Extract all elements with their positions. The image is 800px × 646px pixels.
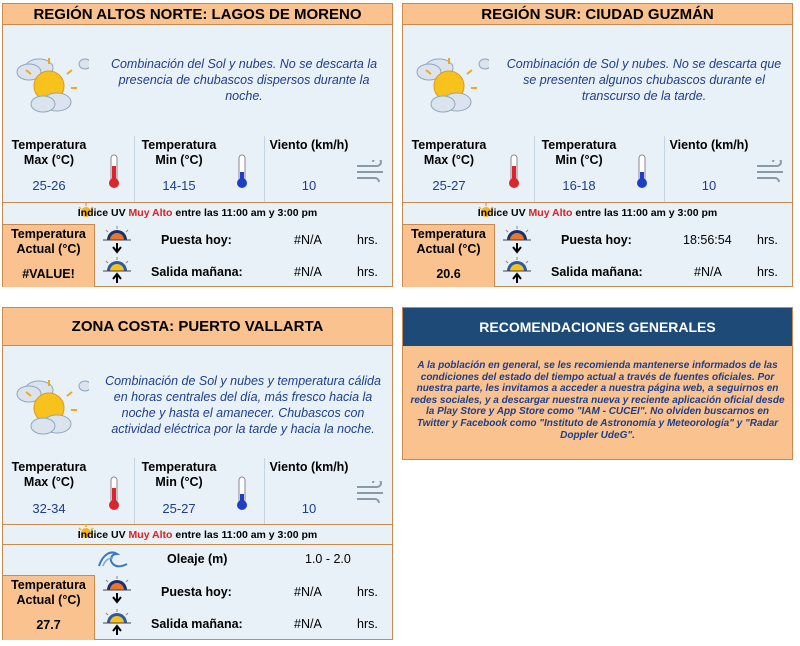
temp-max-value: 25-26 (32, 178, 66, 193)
partly-cloudy-icon (409, 50, 489, 116)
divider (403, 202, 792, 203)
sunrise-unit: hrs. (357, 265, 378, 279)
sunset-label: Puesta hoy: (161, 233, 232, 247)
actual-temp-box (403, 224, 495, 287)
wind-label: Viento (km/h) (269, 460, 349, 474)
recommendations-title: RECOMENDACIONES GENERALES (403, 308, 792, 346)
wave-icon (97, 546, 129, 570)
temp-min-label: Temperatura Min (°C) (141, 460, 217, 489)
uv-level: Muy Alto (528, 207, 573, 219)
wind-label: Viento (km/h) (669, 138, 749, 152)
wind-value: 10 (701, 178, 717, 193)
sunrise-unit: hrs. (357, 617, 378, 631)
temp-min-label: Temperatura Min (°C) (541, 138, 617, 167)
recommendations-panel (402, 307, 793, 460)
actual-temp-label: Temperatura Actual (°C) (11, 227, 86, 256)
wind-value: 10 (301, 501, 317, 516)
uv-level: Muy Alto (128, 207, 173, 219)
sunset-icon (99, 226, 135, 256)
uv-suffix: entre las 11:00 am y 3:00 pm (175, 207, 318, 219)
wind-label: Viento (km/h) (269, 138, 349, 152)
recommendations-text: A la población en general, se les recomienda mantenerse informados de las condiciones del estado del tiempo actual a través de fuentes oficiales. Por nuestra parte, les invitamos a acceder a nuestra página web, a seguirnos en redes sociales, y a descargar nuestra nueva y reciente aplicación oficial desde la Play Store y App Store como "IAM - CUCEI". No olviden buscarnos en Twitter y Facebook como "Instituto de Astronomía y Meteorología" y "Radar Doppler UdeG". (410, 360, 785, 441)
thermometer-cold-icon (635, 154, 649, 190)
sunset-label: Puesta hoy: (561, 233, 632, 247)
temp-max-value: 25-27 (432, 178, 466, 193)
sunrise-label: Salida mañana: (151, 617, 243, 631)
divider (3, 202, 392, 203)
sunrise-icon (99, 257, 135, 287)
thermometer-cold-icon (235, 154, 249, 190)
uv-prefix: Indice UV (77, 207, 126, 219)
actual-temp-label: Temperatura Actual (°C) (411, 227, 486, 256)
uv-index-row (403, 207, 792, 219)
sunrise-label: Salida mañana: (151, 265, 243, 279)
temp-min-value: 25-27 (162, 501, 196, 516)
uv-prefix: Indice UV (77, 529, 126, 541)
wind-icon (355, 481, 387, 503)
thermometer-hot-icon (507, 154, 521, 190)
temp-max-label: Temperatura Max (°C) (11, 460, 87, 489)
temp-min-label: Temperatura Min (°C) (141, 138, 217, 167)
sunset-value: #N/A (294, 585, 322, 599)
divider (3, 544, 392, 545)
swell-label: Oleaje (m) (167, 552, 228, 566)
temp-max-label: Temperatura Max (°C) (411, 138, 487, 167)
sunrise-icon (499, 257, 535, 287)
sunset-value: 18:56:54 (683, 233, 732, 247)
region-panel-costa (2, 307, 393, 640)
forecast-description: Combinación del Sol y nubes. No se descarta la presencia de chubascos dispersos durante la noche. (110, 57, 378, 103)
sunrise-label: Salida mañana: (551, 265, 643, 279)
divider (3, 524, 392, 525)
temp-max-value: 32-34 (32, 501, 66, 516)
temp-min-value: 14-15 (162, 178, 196, 193)
panel-title: REGIÓN SUR: CIUDAD GUZMÁN (403, 4, 792, 25)
panel-title: ZONA COSTA: PUERTO VALLARTA (3, 308, 392, 346)
sunrise-value: #N/A (294, 617, 322, 631)
thermometer-hot-icon (107, 154, 121, 190)
swell-value: 1.0 - 2.0 (305, 552, 351, 566)
wind-value: 10 (301, 178, 317, 193)
panel-title: REGIÓN ALTOS NORTE: LAGOS DE MORENO (3, 4, 392, 25)
region-panel-sur (402, 3, 793, 287)
forecast-description: Combinación de Sol y nubes. No se descarta que se presenten algunos chubascos durante el transcurso de la tarde. (506, 57, 782, 103)
partly-cloudy-icon (9, 372, 89, 438)
actual-temp-value: 20.6 (436, 267, 461, 281)
uv-index-row (3, 207, 392, 219)
sunset-unit: hrs. (757, 233, 778, 247)
actual-temp-value: #VALUE! (22, 267, 75, 281)
sunrise-unit: hrs. (757, 265, 778, 279)
uv-index-row (3, 529, 392, 541)
thermometer-hot-icon (107, 476, 121, 512)
wind-icon (355, 160, 387, 182)
uv-prefix: Indice UV (477, 207, 526, 219)
sunset-unit: hrs. (357, 585, 378, 599)
actual-temp-box (3, 575, 95, 640)
region-panel-altos-norte (2, 3, 393, 287)
temp-min-value: 16-18 (562, 178, 596, 193)
sunrise-value: #N/A (694, 265, 722, 279)
sunset-label: Puesta hoy: (161, 585, 232, 599)
uv-level: Muy Alto (128, 529, 173, 541)
actual-temp-label: Temperatura Actual (°C) (11, 578, 86, 607)
sunrise-icon (99, 609, 135, 639)
sunset-icon (99, 576, 135, 606)
thermometer-cold-icon (235, 476, 249, 512)
actual-temp-box (3, 224, 95, 287)
sunrise-value: #N/A (294, 265, 322, 279)
sunset-unit: hrs. (357, 233, 378, 247)
partly-cloudy-icon (9, 50, 89, 116)
uv-suffix: entre las 11:00 am y 3:00 pm (175, 529, 318, 541)
actual-temp-value: 27.7 (36, 618, 61, 632)
sunset-icon (499, 226, 535, 256)
uv-suffix: entre las 11:00 am y 3:00 pm (575, 207, 718, 219)
forecast-description: Combinación de Sol y nubes y temperatura cálida en horas centrales del día, más fresco hacia la noche y hasta el amanecer. Chubascos con actividad eléctrica por la tarde y hacia la noche. (105, 374, 381, 436)
sunset-value: #N/A (294, 233, 322, 247)
wind-icon (755, 160, 787, 182)
temp-max-label: Temperatura Max (°C) (11, 138, 87, 167)
